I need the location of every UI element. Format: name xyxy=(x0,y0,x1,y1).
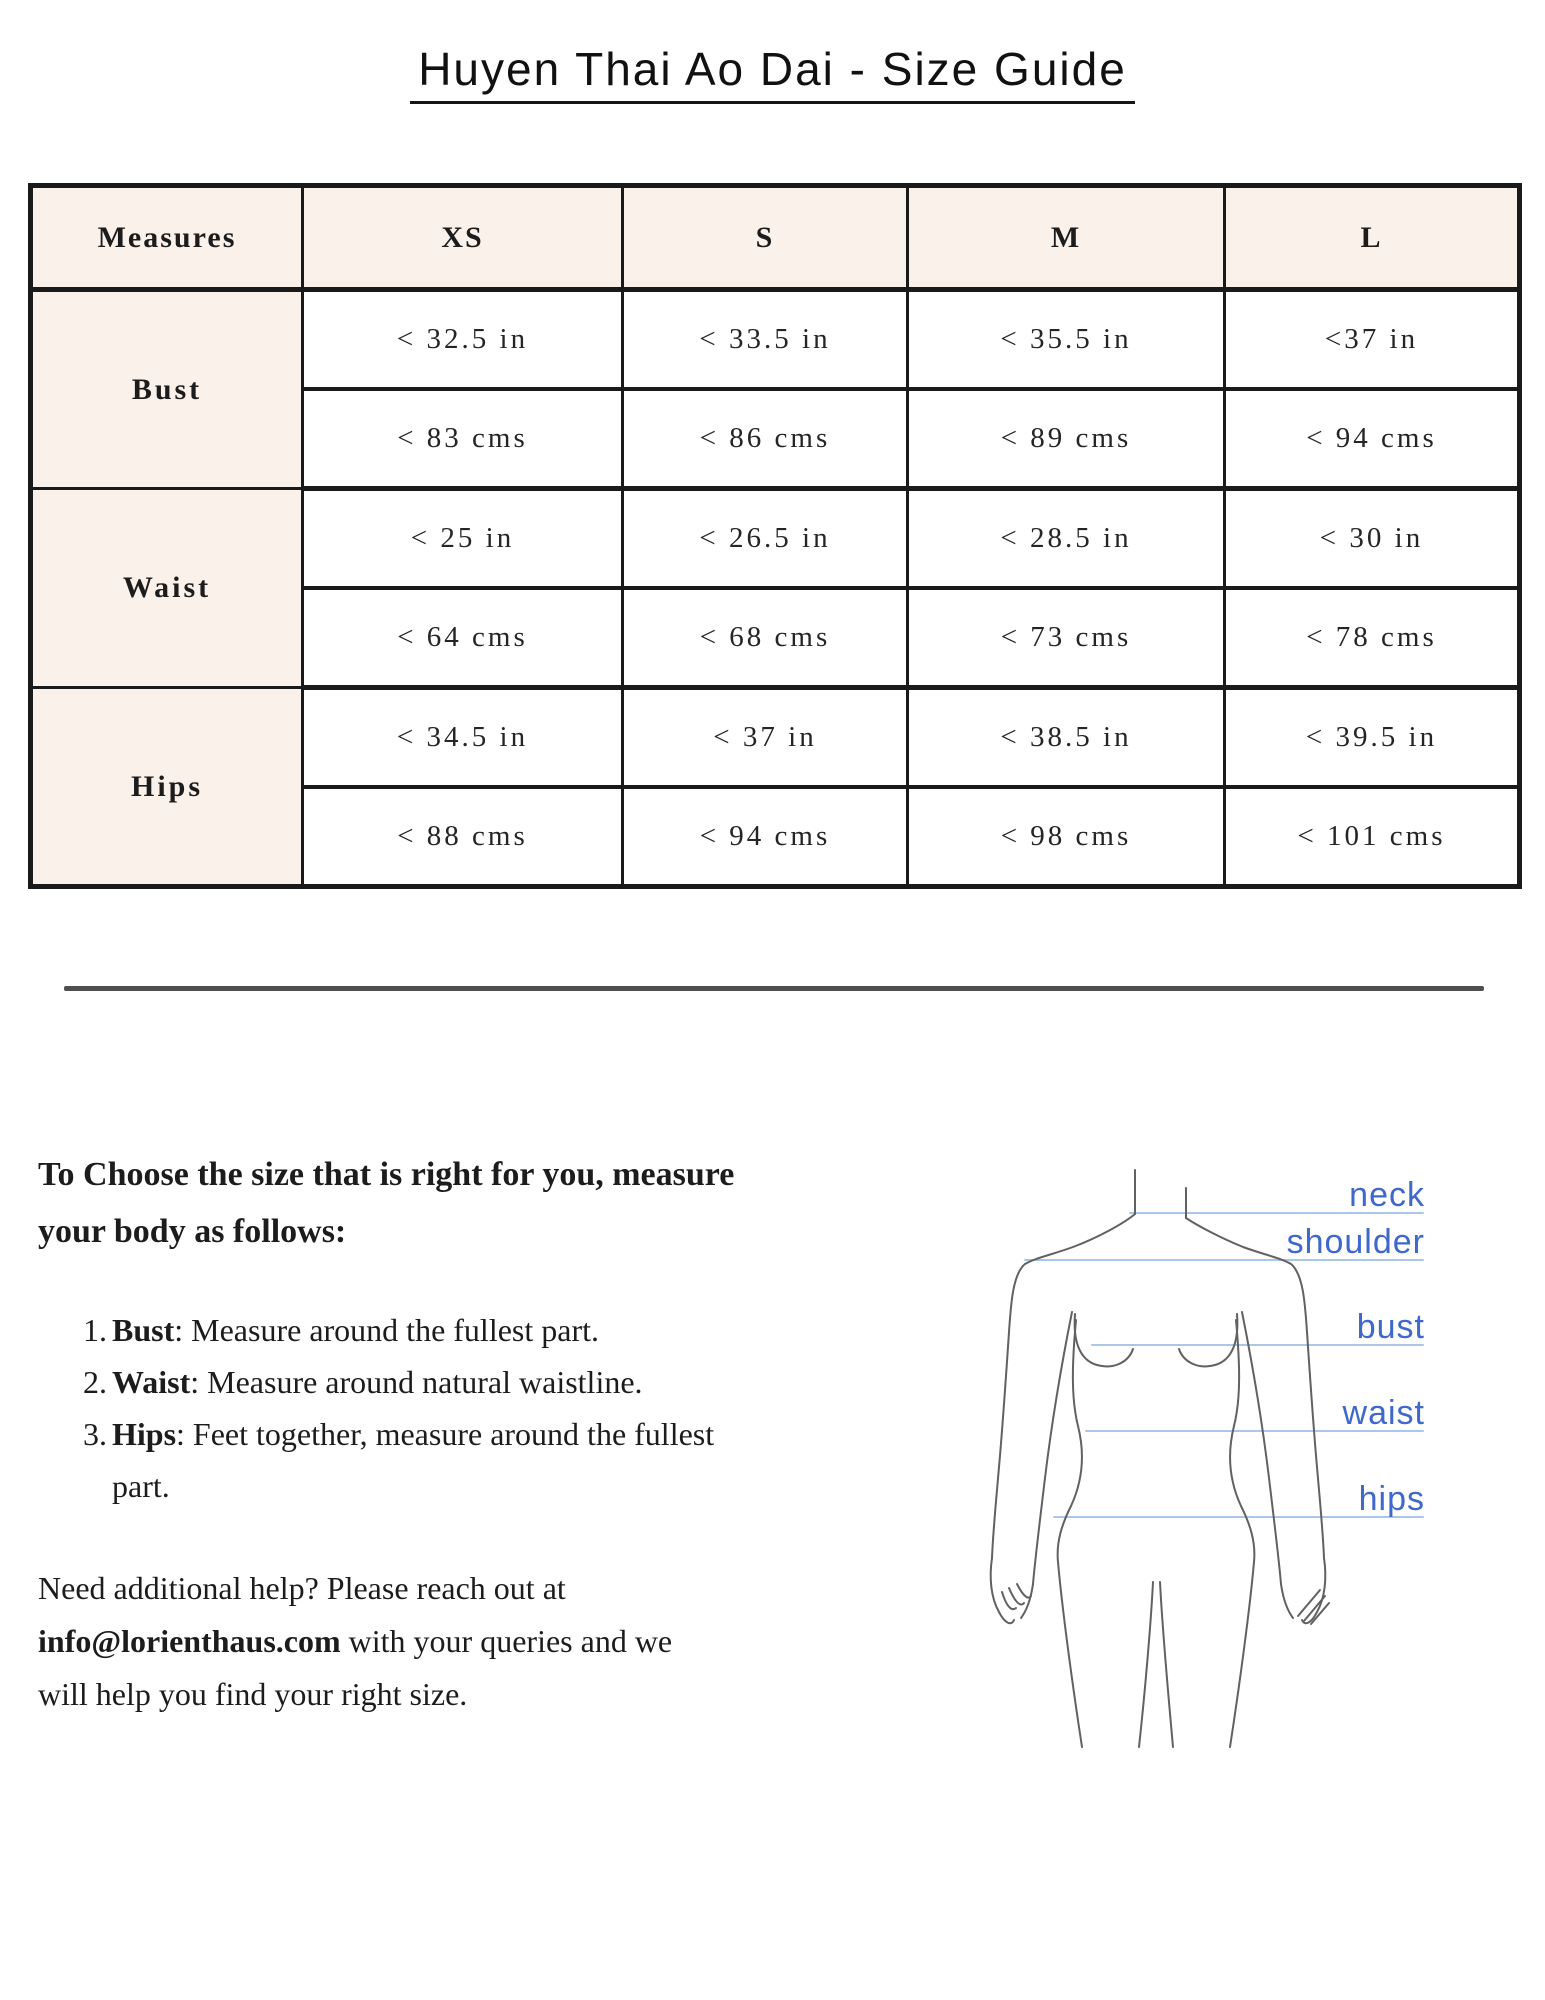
list-text: : Measure around natural waistline. xyxy=(190,1364,643,1400)
help-line: Need additional help? Please reach out at xyxy=(38,1570,566,1606)
waist-in-s: < 26.5 in xyxy=(623,489,908,589)
help-line: info@lorienthaus.com with your queries and we xyxy=(38,1623,673,1659)
heading-line: your body as follows: xyxy=(38,1213,347,1250)
measure-steps-list xyxy=(83,1304,938,1512)
list-item xyxy=(83,1304,760,1356)
waist-cms-l: < 78 cms xyxy=(1225,588,1520,688)
row-label-hips: Hips xyxy=(31,688,303,887)
list-item xyxy=(83,1356,760,1408)
list-item xyxy=(83,1408,760,1512)
list-term: Hips xyxy=(112,1416,177,1452)
row-label-waist: Waist xyxy=(31,489,303,688)
waist-label: waist xyxy=(1342,1394,1425,1432)
waist-in-m: < 28.5 in xyxy=(908,489,1225,589)
page-title: Huyen Thai Ao Dai - Size Guide xyxy=(410,42,1135,104)
column-header-l: L xyxy=(1225,186,1520,290)
list-term: Waist xyxy=(112,1364,191,1400)
body-measurement-figure xyxy=(975,1162,1455,1750)
help-line: will help you find your right size. xyxy=(38,1676,468,1712)
bust-in-m: < 35.5 in xyxy=(908,290,1225,390)
body-outline xyxy=(991,1170,1329,1747)
list-text: : Measure around the fullest part. xyxy=(174,1312,599,1348)
hips-label: hips xyxy=(1358,1480,1425,1518)
list-number: 2. xyxy=(83,1364,107,1400)
bust-cms-m: < 89 cms xyxy=(908,389,1225,489)
bust-cms-xs: < 83 cms xyxy=(303,389,623,489)
size-table xyxy=(28,183,1522,889)
help-paragraph xyxy=(38,1562,938,1721)
table-row xyxy=(31,688,1520,788)
bust-in-xs: < 32.5 in xyxy=(303,290,623,390)
hips-cms-xs: < 88 cms xyxy=(303,787,623,887)
hips-cms-m: < 98 cms xyxy=(908,787,1225,887)
shoulder-label: shoulder xyxy=(1286,1223,1425,1261)
hips-in-m: < 38.5 in xyxy=(908,688,1225,788)
hips-in-l: < 39.5 in xyxy=(1225,688,1520,788)
bust-cms-l: < 94 cms xyxy=(1225,389,1520,489)
list-number: 1. xyxy=(83,1312,107,1348)
hips-in-s: < 37 in xyxy=(623,688,908,788)
section-divider xyxy=(64,986,1484,991)
column-header-s: S xyxy=(623,186,908,290)
waist-cms-m: < 73 cms xyxy=(908,588,1225,688)
table-row xyxy=(31,489,1520,589)
bust-cms-s: < 86 cms xyxy=(623,389,908,489)
waist-cms-s: < 68 cms xyxy=(623,588,908,688)
heading-line: To Choose the size that is right for you, measure xyxy=(38,1156,735,1193)
hips-cms-s: < 94 cms xyxy=(623,787,908,887)
bust-in-s: < 33.5 in xyxy=(623,290,908,390)
bust-label: bust xyxy=(1356,1308,1425,1346)
waist-in-l: < 30 in xyxy=(1225,489,1520,589)
hips-in-xs: < 34.5 in xyxy=(303,688,623,788)
table-corner-label: Measures xyxy=(31,186,303,290)
row-label-bust: Bust xyxy=(31,290,303,489)
column-header-xs: XS xyxy=(303,186,623,290)
hips-cms-l: < 101 cms xyxy=(1225,787,1520,887)
table-row xyxy=(31,290,1520,390)
neck-label: neck xyxy=(1349,1176,1425,1214)
instructions-heading xyxy=(38,1146,938,1260)
page-title-wrap xyxy=(0,42,1545,104)
column-header-m: M xyxy=(908,186,1225,290)
list-text: : Feet together, measure around the fullest part. xyxy=(112,1416,715,1504)
list-number: 3. xyxy=(83,1416,107,1452)
instructions-block xyxy=(38,1146,938,1721)
waist-cms-xs: < 64 cms xyxy=(303,588,623,688)
waist-in-xs: < 25 in xyxy=(303,489,623,589)
list-term: Bust xyxy=(112,1312,175,1348)
bust-in-l: <37 in xyxy=(1225,290,1520,390)
size-table-header-row xyxy=(31,186,1520,290)
